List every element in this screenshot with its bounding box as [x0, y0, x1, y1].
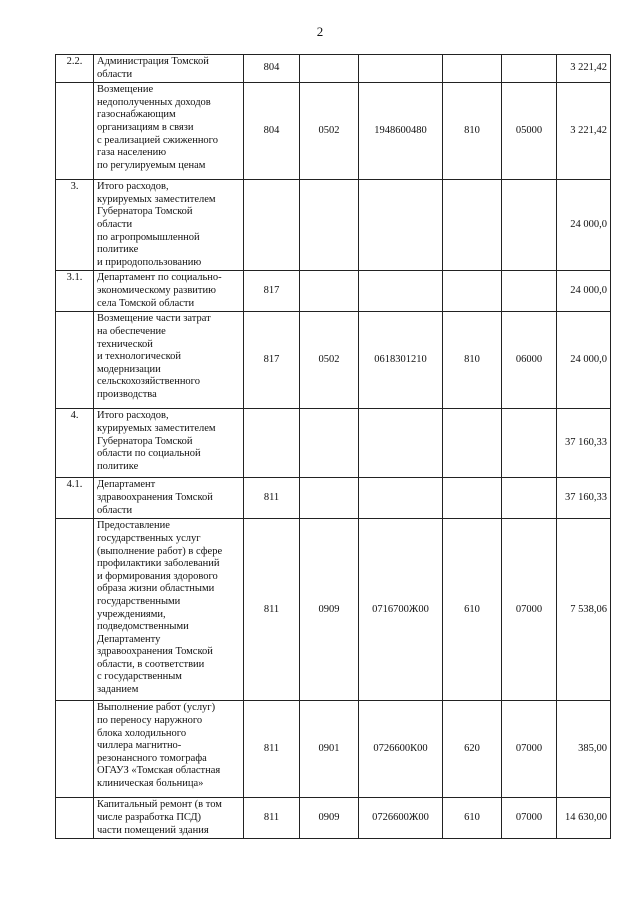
name-line: Капитальный ремонт (в том	[97, 799, 222, 811]
cell-name	[94, 312, 244, 409]
cell-vr	[443, 478, 502, 519]
name-line: газоснабжающим	[97, 109, 176, 121]
name-line: Возмещение	[97, 84, 154, 96]
cell-number: 3.	[56, 180, 94, 271]
name-line: Возмещение части затрат	[97, 313, 211, 325]
name-line: курируемых заместителем	[97, 193, 216, 205]
cell-sum: 37 160,33	[557, 478, 611, 519]
cell-csr: 0726600К00	[359, 701, 443, 798]
cell-rz: 0901	[300, 701, 359, 798]
cell-vr	[443, 409, 502, 478]
table-row	[56, 478, 611, 519]
cell-ku	[502, 409, 557, 478]
name-line: Предоставление	[97, 520, 170, 532]
cell-rz	[300, 271, 359, 312]
cell-rz	[300, 55, 359, 83]
cell-sum: 7 538,06	[557, 519, 611, 701]
cell-rz: 0909	[300, 798, 359, 839]
name-line: экономическому развитию	[97, 284, 216, 296]
cell-vr: 610	[443, 798, 502, 839]
name-line: на обеспечение	[97, 325, 166, 337]
name-line: организациям в связи	[97, 121, 194, 133]
cell-csr	[359, 409, 443, 478]
name-line: с государственным	[97, 671, 182, 683]
table-row	[56, 798, 611, 839]
cell-vr: 810	[443, 312, 502, 409]
name-line: области по социальной	[97, 448, 201, 460]
table-row	[56, 271, 611, 312]
name-line: Итого расходов,	[97, 410, 169, 422]
cell-csr	[359, 271, 443, 312]
name-line: части помещений здания	[97, 824, 209, 836]
cell-ku: 06000	[502, 312, 557, 409]
name-line: клиническая больница»	[97, 777, 204, 789]
name-line: по переносу наружного	[97, 714, 203, 726]
cell-number: 4.1.	[56, 478, 94, 519]
cell-name	[94, 180, 244, 271]
name-line: курируемых заместителем	[97, 422, 216, 434]
cell-vr	[443, 180, 502, 271]
cell-name	[94, 478, 244, 519]
name-line: и формирования здорового	[97, 570, 218, 582]
table-row	[56, 180, 611, 271]
cell-sum: 3 221,42	[557, 55, 611, 83]
name-line: образа жизни областными	[97, 583, 215, 595]
cell-rz: 0502	[300, 312, 359, 409]
cell-csr	[359, 55, 443, 83]
cell-sum: 385,00	[557, 701, 611, 798]
cell-ku	[502, 478, 557, 519]
name-line: области, в соответствии	[97, 658, 205, 670]
cell-ved: 811	[244, 478, 300, 519]
name-line: недополученных доходов	[97, 96, 211, 108]
cell-vr	[443, 271, 502, 312]
name-line: здравоохранения Томской	[97, 646, 213, 658]
name-line: резонансного томографа	[97, 752, 207, 764]
cell-ku	[502, 180, 557, 271]
table-row	[56, 519, 611, 701]
cell-csr: 1948600480	[359, 83, 443, 180]
cell-rz: 0502	[300, 83, 359, 180]
cell-number: 4.	[56, 409, 94, 478]
budget-table	[55, 54, 611, 839]
name-line: области	[97, 218, 133, 230]
cell-number	[56, 312, 94, 409]
table-row	[56, 55, 611, 83]
name-line: области	[97, 504, 133, 516]
cell-ved	[244, 180, 300, 271]
cell-name	[94, 519, 244, 701]
cell-ved: 811	[244, 519, 300, 701]
name-line: Итого расходов,	[97, 181, 169, 193]
cell-csr: 0716700Ж00	[359, 519, 443, 701]
cell-name	[94, 798, 244, 839]
cell-number	[56, 83, 94, 180]
name-line: сельскохозяйственного	[97, 376, 200, 388]
cell-name	[94, 55, 244, 83]
cell-rz: 0909	[300, 519, 359, 701]
cell-rz	[300, 180, 359, 271]
cell-number: 2.2.	[56, 55, 94, 83]
cell-name	[94, 271, 244, 312]
name-line: производства	[97, 388, 157, 400]
table-row	[56, 701, 611, 798]
name-line: здравоохранения Томской	[97, 491, 213, 503]
name-line: по агропромышленной	[97, 231, 200, 243]
cell-sum: 24 000,0	[557, 271, 611, 312]
cell-ku: 07000	[502, 701, 557, 798]
cell-ved: 811	[244, 701, 300, 798]
table-body	[56, 55, 611, 839]
name-line: Администрация Томской	[97, 56, 209, 67]
name-line: (выполнение работ) в сфере	[97, 545, 223, 557]
name-line: Губернатора Томской	[97, 435, 193, 447]
cell-csr	[359, 478, 443, 519]
cell-csr: 0726600Ж00	[359, 798, 443, 839]
cell-name	[94, 409, 244, 478]
cell-vr: 810	[443, 83, 502, 180]
cell-ku: 05000	[502, 83, 557, 180]
cell-ku: 07000	[502, 798, 557, 839]
name-line: газа населению	[97, 147, 167, 159]
cell-ved: 817	[244, 271, 300, 312]
cell-vr: 620	[443, 701, 502, 798]
cell-ved: 804	[244, 55, 300, 83]
cell-vr	[443, 55, 502, 83]
name-line: учреждениями,	[97, 608, 166, 620]
name-line: модернизации	[97, 363, 161, 375]
cell-csr: 0618301210	[359, 312, 443, 409]
cell-ku	[502, 271, 557, 312]
name-line: села Томской области	[97, 297, 195, 309]
name-line: чиллера магнитно-	[97, 740, 182, 752]
name-line: государственных услуг	[97, 532, 201, 544]
table-row	[56, 409, 611, 478]
name-line: Губернатора Томской	[97, 206, 193, 218]
cell-number	[56, 519, 94, 701]
table-row	[56, 83, 611, 180]
cell-number	[56, 701, 94, 798]
name-line: и технологической	[97, 351, 182, 363]
name-line: числе разработка ПСД)	[97, 811, 202, 823]
name-line: государственными	[97, 595, 181, 607]
cell-number	[56, 798, 94, 839]
page-number: 2	[316, 24, 324, 39]
cell-ku	[502, 55, 557, 83]
cell-sum: 14 630,00	[557, 798, 611, 839]
name-line: и природопользованию	[97, 256, 202, 268]
cell-name	[94, 701, 244, 798]
cell-sum: 37 160,33	[557, 409, 611, 478]
table-row	[56, 312, 611, 409]
name-line: области	[97, 68, 133, 80]
cell-rz	[300, 409, 359, 478]
cell-sum: 24 000,0	[557, 180, 611, 271]
cell-vr: 610	[443, 519, 502, 701]
cell-name	[94, 83, 244, 180]
name-line: подведомственными	[97, 621, 189, 633]
name-line: технической	[97, 338, 153, 350]
cell-ved	[244, 409, 300, 478]
name-line: блока холодильного	[97, 727, 187, 739]
cell-number: 3.1.	[56, 271, 94, 312]
name-line: Департаменту	[97, 633, 161, 645]
name-line: политике	[97, 460, 139, 472]
cell-ku: 07000	[502, 519, 557, 701]
cell-ved: 804	[244, 83, 300, 180]
cell-sum: 3 221,42	[557, 83, 611, 180]
name-line: профилактики заболеваний	[97, 558, 220, 570]
cell-csr	[359, 180, 443, 271]
name-line: политике	[97, 244, 139, 256]
name-line: Выполнение работ (услуг)	[97, 702, 216, 714]
name-line: с реализацией сжиженного	[97, 134, 218, 146]
name-line: заданием	[97, 684, 139, 696]
cell-rz	[300, 478, 359, 519]
name-line: ОГАУЗ «Томская областная	[97, 765, 221, 777]
cell-sum: 24 000,0	[557, 312, 611, 409]
cell-ved: 817	[244, 312, 300, 409]
name-line: по регулируемым ценам	[97, 159, 206, 171]
name-line: Департамент по социально-	[97, 272, 222, 284]
cell-ved: 811	[244, 798, 300, 839]
name-line: Департамент	[97, 479, 156, 491]
